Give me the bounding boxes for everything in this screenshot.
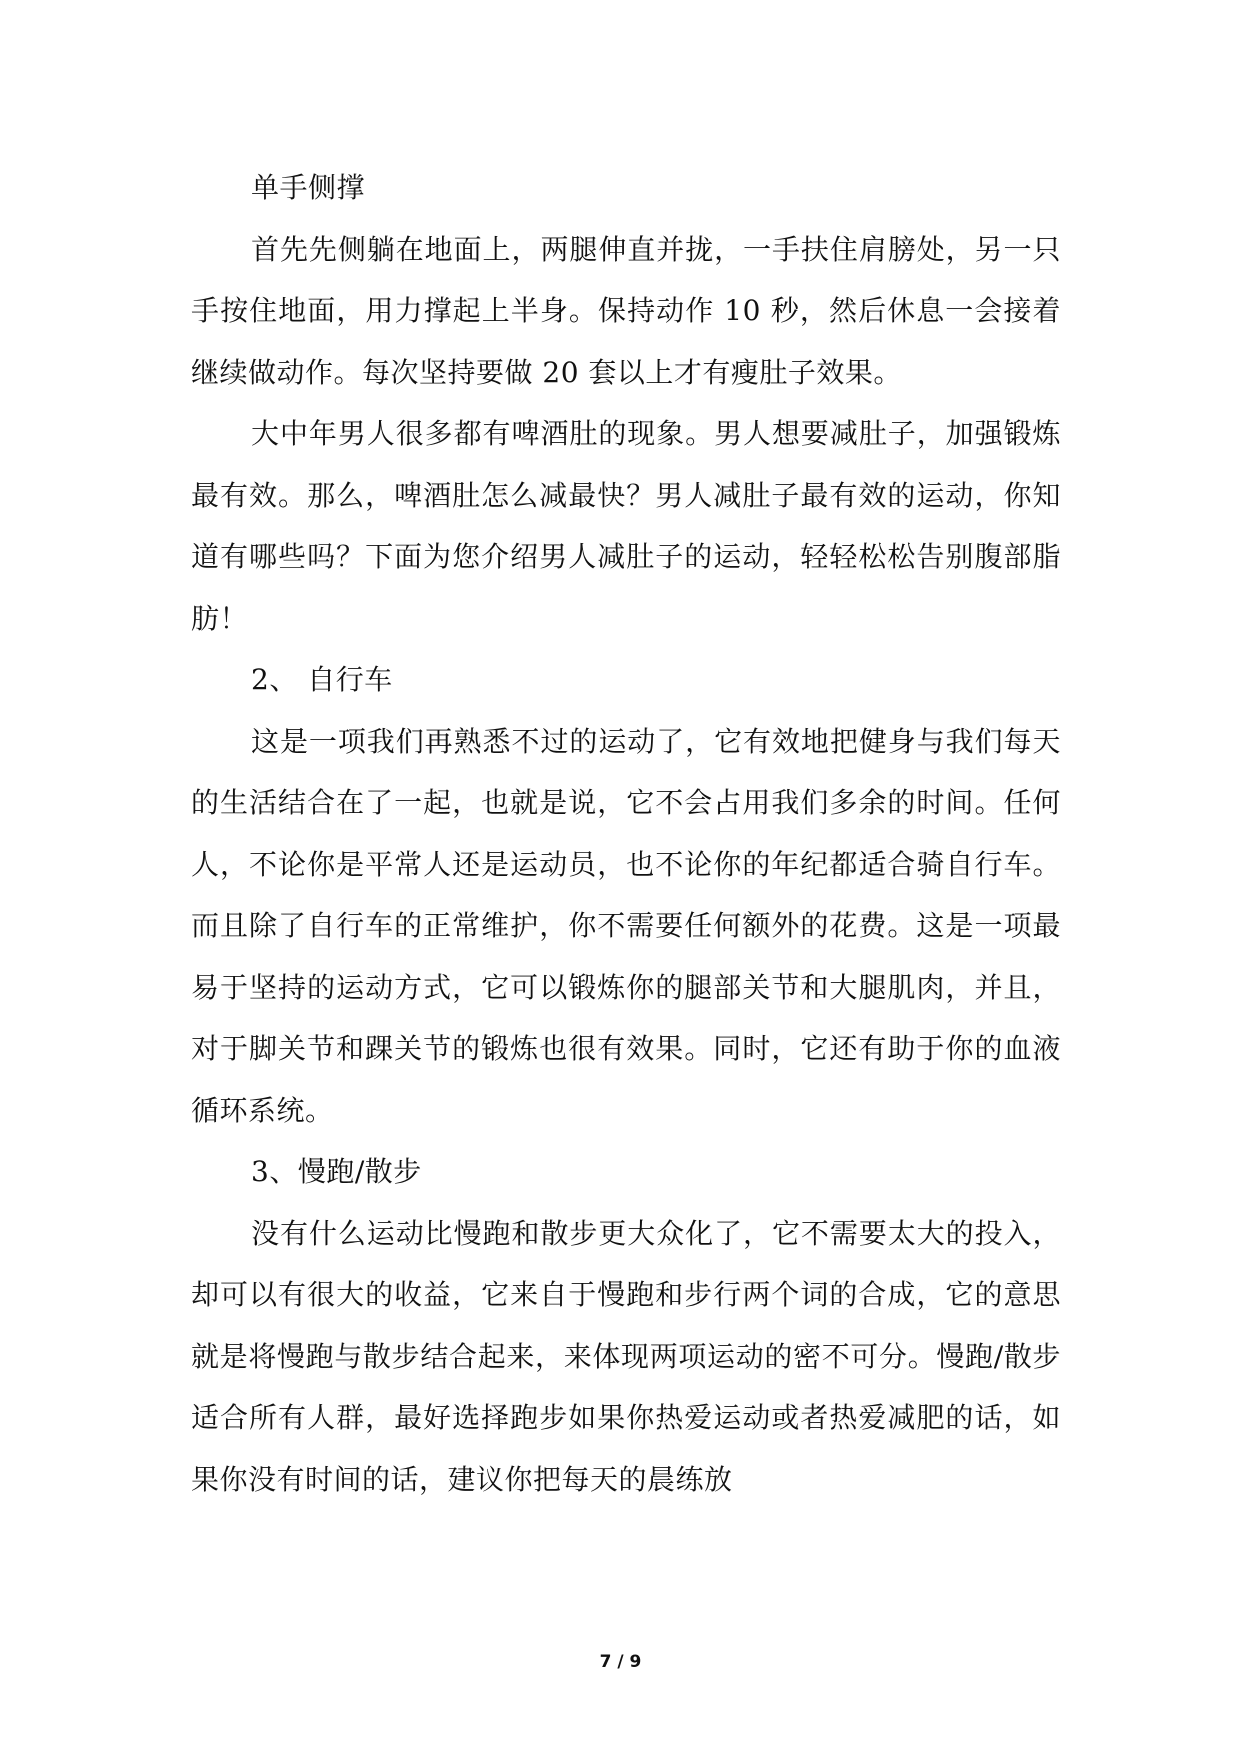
paragraph-bicycle: 这是一项我们再熟悉不过的运动了，它有效地把健身与我们每天的生活结合在了一起，也就是说，它不会占用我们多余的时间。任何人，不论你是平常人还是运动员，也不论你的年纪都适合骑自行车。而且除了自行车的正常维护，你不需要任何额外的花费。这是一项最易于坚持的运动方式，它可以锻炼你的腿部关节和大腿肌肉，并且，对于脚关节和踝关节的锻炼也很有效果。同时，它还有助于你的血液循环系统。 [191, 724, 1061, 1127]
paragraph-beer-belly-intro: 大中年男人很多都有啤酒肚的现象。男人想要减肚子，加强锻炼最有效。那么，啤酒肚怎么减最快？男人减肚子最有效的运动，你知道有哪些吗？下面为您介绍男人减肚子的运动，轻轻松松告别腹部脂肪！ [191, 417, 1061, 635]
paragraph-side-plank-instructions: 首先先侧躺在地面上，两腿伸直并拢，一手扶住肩膀处，另一只手按住地面，用力撑起上半身。保持动作 10 秒，然后休息一会接着继续做动作。每次坚持要做 20 套以上才有瘦肚子效果。 [191, 232, 1061, 389]
section-heading-bicycle: 2、 自行车 [251, 663, 393, 696]
section-heading-jogging: 3、慢跑/散步 [251, 1155, 422, 1188]
paragraph-jogging: 没有什么运动比慢跑和散步更大众化了，它不需要太大的投入，却可以有很大的收益，它来自于慢跑和步行两个词的合成，它的意思就是将慢跑与散步结合起来，来体现两项运动的密不可分。慢跑/散步适合所有人群，最好选择跑步如果你热爱运动或者热爱减肥的话，如果你没有时间的话，建议你把每天的晨练放 [191, 1216, 1061, 1496]
page-number: 7 / 9 [599, 1652, 642, 1672]
section-heading-single-arm-plank: 单手侧撑 [251, 171, 366, 204]
document-body [191, 157, 1061, 1510]
